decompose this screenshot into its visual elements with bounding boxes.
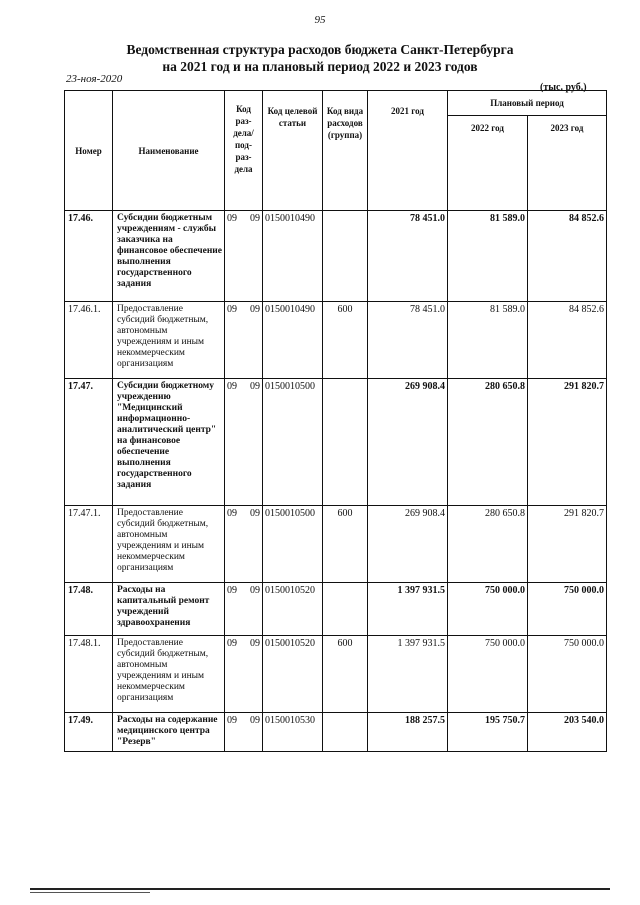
- section-code: 09: [227, 585, 237, 596]
- subsection-code: 09: [250, 585, 260, 596]
- row-section-code: [225, 379, 263, 506]
- subsection-code: 09: [250, 304, 260, 315]
- row-target-code: 0150010520: [263, 583, 323, 636]
- row-target-code: 0150010490: [263, 302, 323, 379]
- row-amount-2021: 78 451.0: [368, 302, 448, 379]
- units-label: (тыс. руб.): [540, 82, 587, 93]
- footer-rule: [30, 888, 610, 890]
- budget-table: [64, 90, 607, 752]
- row-expense-type: [323, 379, 368, 506]
- row-amount-2022: 195 750.7: [448, 713, 528, 752]
- subsection-code: 09: [250, 715, 260, 726]
- header-planned-period: Плановый период: [448, 91, 607, 116]
- row-amount-2022: 750 000.0: [448, 583, 528, 636]
- row-section-code: [225, 583, 263, 636]
- row-number: 17.47.: [65, 379, 113, 506]
- subsection-code: 09: [250, 638, 260, 649]
- row-name: Расходы на содержание медицинского центра "Резерв": [113, 713, 225, 752]
- row-amount-2021: 269 908.4: [368, 506, 448, 583]
- section-code: 09: [227, 638, 237, 649]
- document-date: 23-ноя-2020: [66, 73, 123, 85]
- row-amount-2022: 280 650.8: [448, 506, 528, 583]
- row-section-code: [225, 713, 263, 752]
- row-expense-type: [323, 211, 368, 302]
- row-amount-2022: 81 589.0: [448, 302, 528, 379]
- row-amount-2023: 203 540.0: [528, 713, 607, 752]
- row-expense-type: [323, 583, 368, 636]
- row-name: Субсидии бюджетному учреждению "Медицинский информационно-аналитический центр" на финансовое обеспечение выполнения государственного задания: [113, 379, 225, 506]
- row-amount-2022: 81 589.0: [448, 211, 528, 302]
- row-expense-type: 600: [323, 302, 368, 379]
- row-amount-2021: 1 397 931.5: [368, 636, 448, 713]
- section-code: 09: [227, 213, 237, 224]
- row-amount-2023: 84 852.6: [528, 302, 607, 379]
- row-target-code: 0150010500: [263, 506, 323, 583]
- header-2021: 2021 год: [368, 91, 448, 211]
- row-amount-2021: 188 257.5: [368, 713, 448, 752]
- section-code: 09: [227, 508, 237, 519]
- row-amount-2022: 750 000.0: [448, 636, 528, 713]
- row-section-code: [225, 636, 263, 713]
- row-expense-type: [323, 713, 368, 752]
- row-name: Предоставление субсидий бюджетным, автономным учреждениям и иным некоммерческим организациям: [113, 302, 225, 379]
- table-row: [65, 583, 607, 636]
- row-amount-2021: 78 451.0: [368, 211, 448, 302]
- row-target-code: 0150010490: [263, 211, 323, 302]
- row-amount-2023: 750 000.0: [528, 583, 607, 636]
- row-number: 17.47.1.: [65, 506, 113, 583]
- header-name: Наименование: [113, 91, 225, 211]
- subsection-code: 09: [250, 213, 260, 224]
- header-section: Код раз-дела/ под-раз-дела: [225, 91, 263, 211]
- row-expense-type: 600: [323, 636, 368, 713]
- row-number: 17.48.: [65, 583, 113, 636]
- row-amount-2021: 269 908.4: [368, 379, 448, 506]
- table-row: [65, 379, 607, 506]
- row-amount-2023: 84 852.6: [528, 211, 607, 302]
- row-amount-2023: 291 820.7: [528, 379, 607, 506]
- row-amount-2023: 291 820.7: [528, 506, 607, 583]
- title-line-2: на 2021 год и на плановый период 2022 и 2023 годов: [162, 59, 478, 74]
- header-2023: 2023 год: [528, 116, 607, 211]
- table-row: [65, 211, 607, 302]
- document-title: [0, 41, 640, 75]
- row-expense-type: 600: [323, 506, 368, 583]
- header-number: Номер: [65, 91, 113, 211]
- row-target-code: 0150010530: [263, 713, 323, 752]
- header-2022: 2022 год: [448, 116, 528, 211]
- section-code: 09: [227, 304, 237, 315]
- row-section-code: [225, 506, 263, 583]
- row-target-code: 0150010500: [263, 379, 323, 506]
- title-line-1: Ведомственная структура расходов бюджета Санкт-Петербурга: [126, 42, 514, 57]
- row-number: 17.49.: [65, 713, 113, 752]
- section-code: 09: [227, 715, 237, 726]
- row-name: Субсидии бюджетным учреждениям - службы заказчика на финансовое обеспечение выполнения государственного задания: [113, 211, 225, 302]
- row-number: 17.46.1.: [65, 302, 113, 379]
- row-target-code: 0150010520: [263, 636, 323, 713]
- row-number: 17.48.1.: [65, 636, 113, 713]
- table-row: [65, 506, 607, 583]
- row-section-code: [225, 302, 263, 379]
- row-amount-2021: 1 397 931.5: [368, 583, 448, 636]
- section-code: 09: [227, 381, 237, 392]
- row-amount-2022: 280 650.8: [448, 379, 528, 506]
- row-name: Предоставление субсидий бюджетным, автономным учреждениям и иным некоммерческим организациям: [113, 636, 225, 713]
- subsection-code: 09: [250, 508, 260, 519]
- footer-rule-short: [30, 892, 150, 893]
- row-amount-2023: 750 000.0: [528, 636, 607, 713]
- table-row: [65, 302, 607, 379]
- subsection-code: 09: [250, 381, 260, 392]
- page-number: 95: [314, 14, 326, 26]
- header-target: Код целевой статьи: [263, 91, 323, 211]
- table-row: [65, 636, 607, 713]
- row-section-code: [225, 211, 263, 302]
- header-type: Код вида расходов (группа): [323, 91, 368, 211]
- table-row: [65, 713, 607, 752]
- row-name: Расходы на капитальный ремонт учреждений здравоохранения: [113, 583, 225, 636]
- row-number: 17.46.: [65, 211, 113, 302]
- row-name: Предоставление субсидий бюджетным, автономным учреждениям и иным некоммерческим организациям: [113, 506, 225, 583]
